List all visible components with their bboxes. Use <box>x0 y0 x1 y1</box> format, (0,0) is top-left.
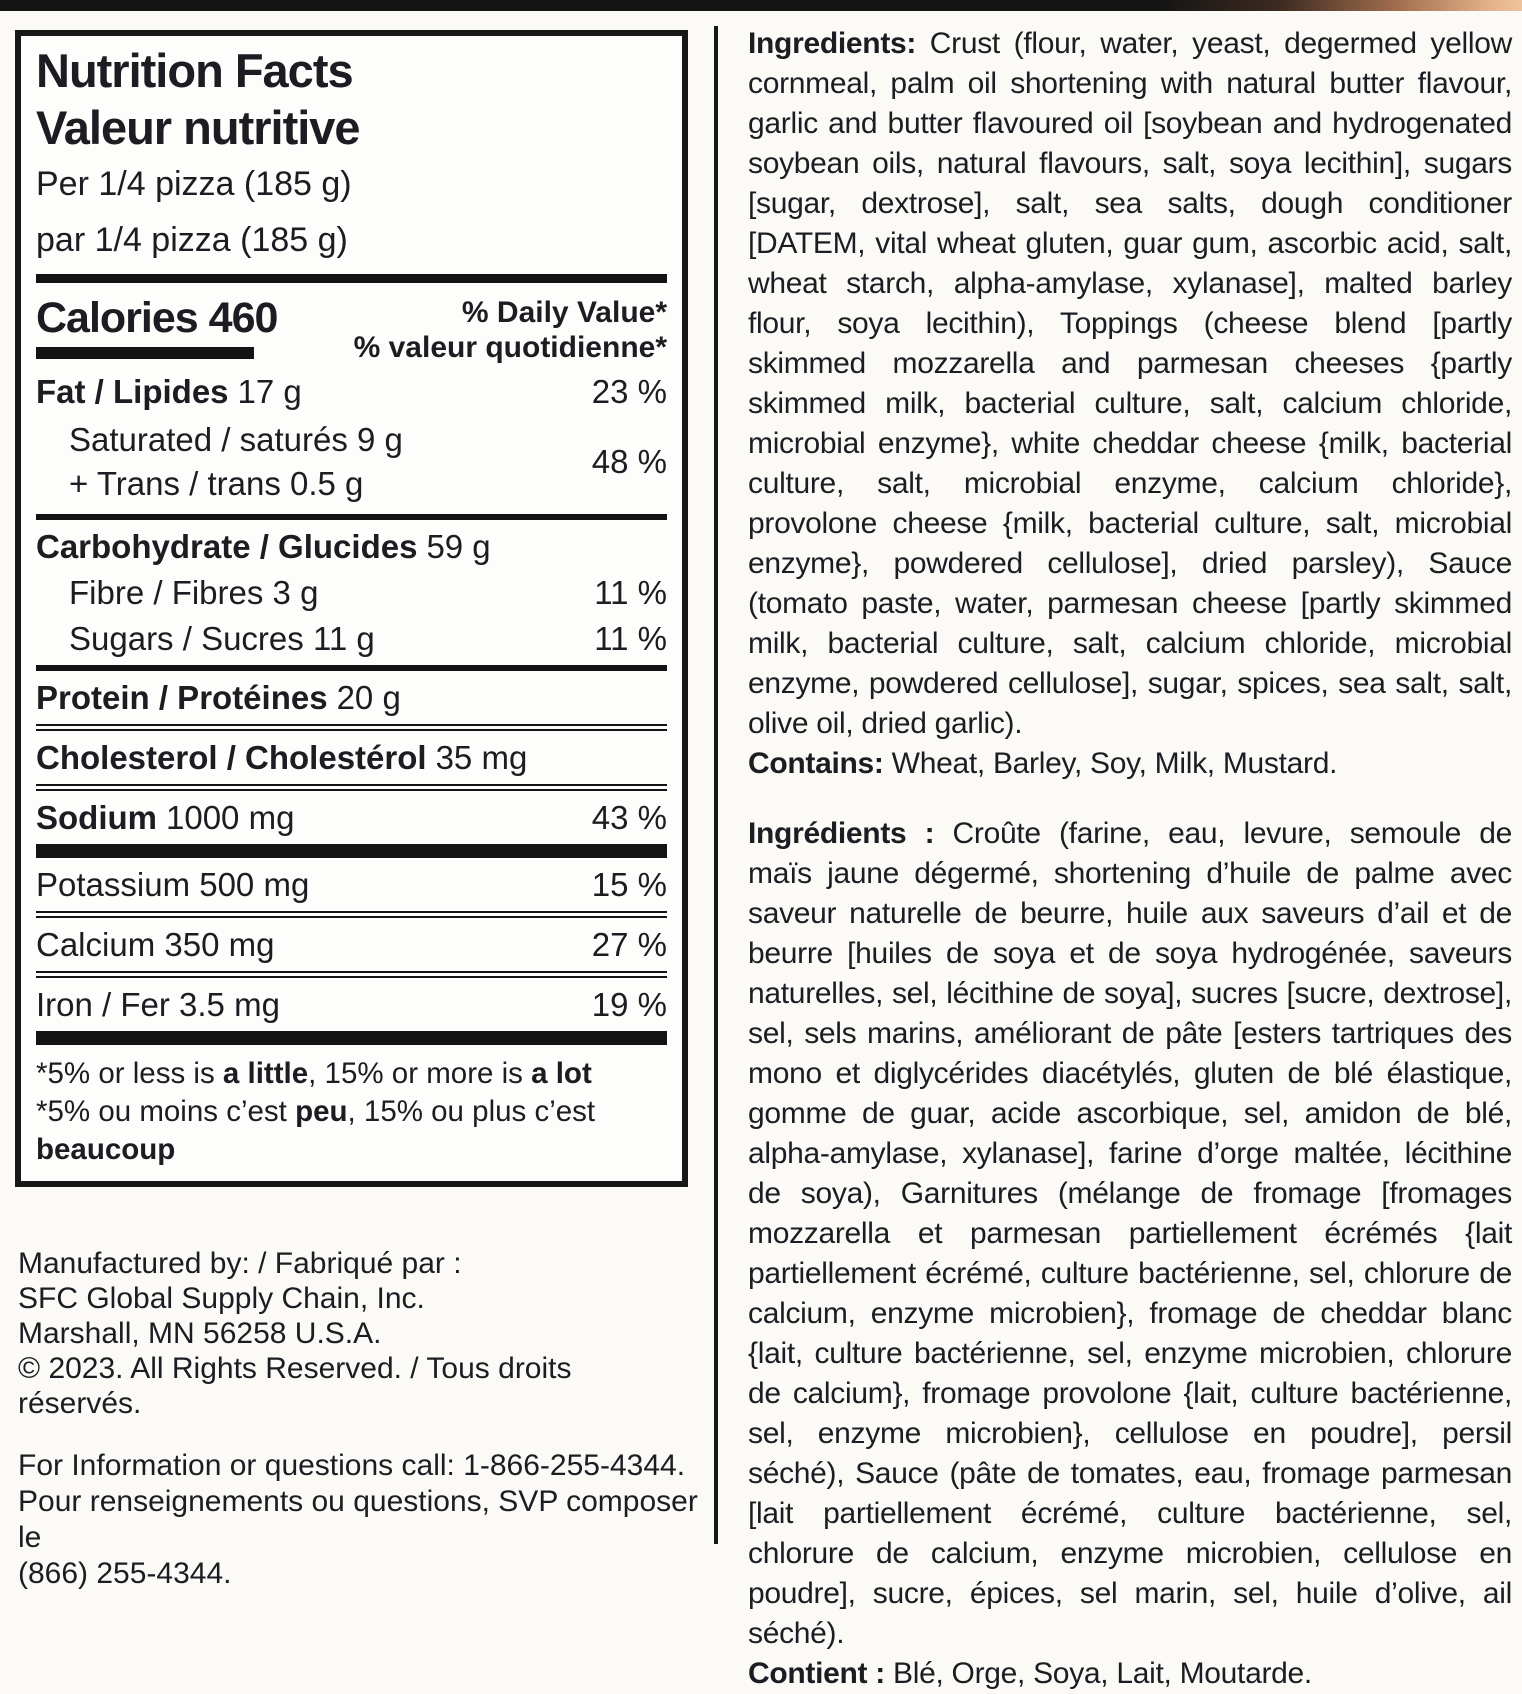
ingredients-fr-label: Ingrédients : <box>748 817 935 850</box>
protein-row <box>36 671 667 731</box>
nutrition-facts-title-en: Nutrition Facts <box>36 44 353 97</box>
nutrition-facts-title-fr: Valeur nutritive <box>36 101 360 154</box>
sodium-label: Sodium 1000 mg <box>36 799 295 836</box>
column-divider <box>714 26 718 1544</box>
daily-value-header-fr: % valeur quotidienne* <box>353 331 667 364</box>
carbohydrate-row <box>36 520 667 573</box>
sodium-row <box>36 791 667 858</box>
contact-line-en: For Information or questions call: 1-866-255-4344. <box>18 1449 686 1482</box>
potassium-dv: 15 % <box>591 866 667 903</box>
contains-fr: Contient : Blé, Orge, Soya, Lait, Moutarde. <box>748 1657 1312 1690</box>
manufacturer-line-4: © 2023. All Rights Reserved. / Tous droits réservés. <box>18 1352 572 1420</box>
potassium-row <box>36 858 667 918</box>
contains-en-label: Contains: <box>748 747 884 780</box>
cholesterol-row <box>36 731 667 791</box>
sugars-dv: 11 % <box>594 620 667 657</box>
contact-line-fr-2: (866) 255-4344. <box>18 1557 232 1590</box>
daily-value-footnotes <box>36 1045 667 1173</box>
contact-block <box>18 1448 698 1592</box>
carbohydrate-label: Carbohydrate / Glucides 59 g <box>36 528 491 565</box>
nutrition-facts-panel <box>15 30 688 1187</box>
contains-en: Contains: Wheat, Barley, Soy, Milk, Mustard. <box>748 747 1338 780</box>
carbohydrate-group <box>36 520 667 671</box>
fibre-label: Fibre / Fibres 3 g <box>69 574 319 611</box>
iron-dv: 19 % <box>591 986 667 1023</box>
fat-group <box>36 365 667 520</box>
trans-label: + Trans / trans 0.5 g <box>69 465 364 502</box>
fat-dv: 23 % <box>591 373 667 410</box>
iron-row <box>36 978 667 1045</box>
protein-label: Protein / Protéines 20 g <box>36 679 401 716</box>
daily-value-header <box>354 295 667 365</box>
ingredients-column <box>748 24 1512 1694</box>
header-rule <box>36 274 667 283</box>
manufacturer-line-2: SFC Global Supply Chain, Inc. <box>18 1282 425 1315</box>
serving-size-en: Per 1/4 pizza (185 g) <box>36 165 352 203</box>
saturated-trans-dv: 48 % <box>591 443 667 480</box>
calories-underline <box>36 347 254 359</box>
potassium-label: Potassium 500 mg <box>36 866 310 903</box>
package-photo-edge <box>0 0 1522 11</box>
manufacturer-line-3: Marshall, MN 56258 U.S.A. <box>18 1317 382 1350</box>
iron-label: Iron / Fer 3.5 mg <box>36 986 280 1023</box>
fat-row <box>36 365 667 418</box>
contains-fr-label: Contient : <box>748 1657 885 1690</box>
cholesterol-label: Cholesterol / Cholestérol 35 mg <box>36 739 528 776</box>
sugars-row <box>36 619 667 665</box>
sugars-label: Sugars / Sucres 11 g <box>69 620 375 657</box>
daily-value-header-en: % Daily Value* <box>461 296 667 329</box>
fibre-dv: 11 % <box>594 574 667 611</box>
calcium-label: Calcium 350 mg <box>36 926 275 963</box>
calories-row <box>36 283 667 365</box>
fat-label: Fat / Lipides 17 g <box>36 373 302 410</box>
calcium-dv: 27 % <box>591 926 667 963</box>
calories-label: Calories 460 <box>36 294 278 342</box>
footnote-en: *5% or less is a little, 15% or more is a lot <box>36 1057 592 1090</box>
manufacturer-line-1: Manufactured by: / Fabriqué par : <box>18 1247 462 1280</box>
ingredients-en: Ingredients: Crust (flour, water, yeast, degermed yellow cornmeal, palm oil shortening with natural butter flavour, garlic and butter flavoured oil [soybean and hydrogenated soybean oils, natural flavours, salt, soya lecithin], sugars [sugar, dextrose], salt, sea salts, dough conditioner [DATEM, vital wheat gluten, guar gum, ascorbic acid, salt, wheat starch, alpha-amylase, xylanase], malted barley flour, soya lecithin), Toppings (cheese blend [partly skimmed mozzarella and parmesan cheeses {partly skimmed milk, bacterial culture, salt, calcium chloride, microbial enzyme}, white cheddar cheese {milk, bacterial culture, salt, microbial enzyme, calcium chloride}, provolone cheese {milk, bacterial culture, salt, microbial enzyme}, powdered cellulose], dried parsley), Sauce (tomato paste, water, parmesan cheese [partly skimmed milk, bacterial culture, salt, calcium chloride, microbial enzyme, powdered cellulose], sugar, spices, sea salt, salt, olive oil, dried garlic). <box>748 27 1512 740</box>
ingredients-en-label: Ingredients: <box>748 27 917 60</box>
ingredients-fr: Ingrédients : Croûte (farine, eau, levure, semoule de maïs jaune dégermé, shortening d’huile de palme avec saveur naturelle de beurre, huile aux saveurs d’ail et de beurre [huiles de soya et de soya hydrogénée, saveurs naturelles, sel, lécithine de soya], sucres [sucre, dextrose], sel, sels marins, améliorant de pâte [esters tartriques des mono et diglycérides diacétylés, gluten de blé élastique, gomme de guar, acide ascorbique, sel, amidon de blé, alpha-amylase, xylanase], farine d’orge maltée, lécithine de soya), Garnitures (mélange de fromage [fromages mozzarella et parmesan partiellement écrémés {lait partiellement écrémé, culture bactérienne, sel, chlorure de calcium, enzyme microbien}, fromage de cheddar blanc {lait, culture bactérienne, sel, enzyme microbien, chlorure de calcium}, fromage provolone {lait, culture bactérienne, sel, enzyme microbien}, cellulose en poudre], persil séché), Sauce (pâte de tomates, eau, fromage parmesan [lait partiellement écrémé, culture bactérienne, sel, chlorure de calcium, enzyme microbien, cellulose en poudre], sucre, épices, sel marin, sel, huile d’olive, ail séché). <box>748 817 1512 1650</box>
sodium-dv: 43 % <box>591 799 667 836</box>
calories-value: 460 <box>208 294 278 342</box>
contact-line-fr-1: Pour renseignements ou questions, SVP composer le <box>18 1485 698 1554</box>
manufacturer-block <box>18 1246 678 1421</box>
saturated-trans-rows <box>36 418 667 514</box>
serving-size-fr: par 1/4 pizza (185 g) <box>36 221 348 259</box>
footnote-fr: *5% ou moins c’est peu, 15% ou plus c’est beaucoup <box>36 1095 596 1166</box>
calcium-row <box>36 918 667 978</box>
fibre-row <box>36 573 667 619</box>
saturated-label: Saturated / saturés 9 g <box>69 421 403 458</box>
